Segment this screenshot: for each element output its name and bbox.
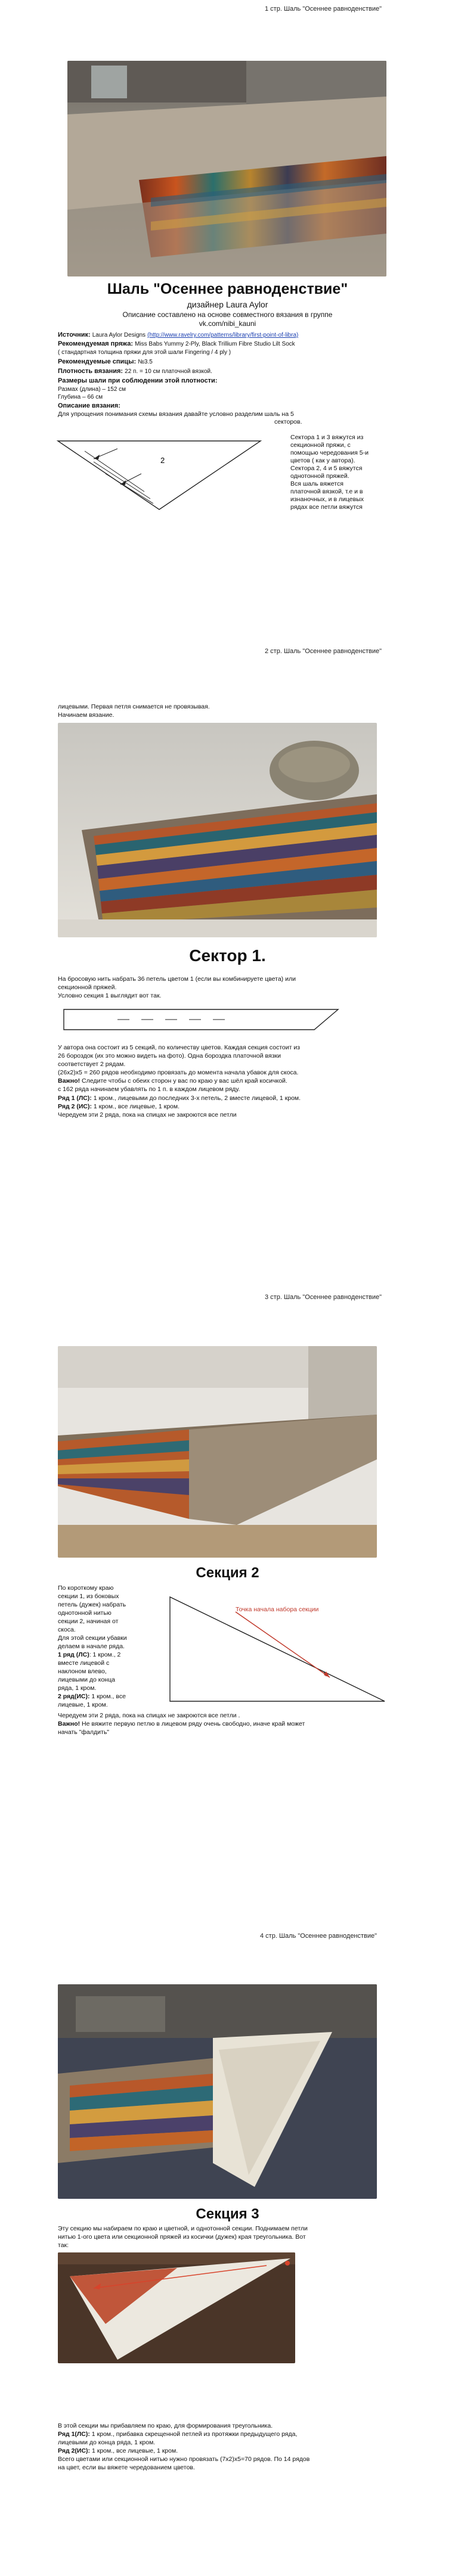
instruction-line: лицевыми до конца [58,1676,115,1683]
sector-note-line: Сектора 1 и 3 вяжутся из [290,434,364,441]
sector-note-line: Сектора 2, 4 и 5 вяжутся [290,465,363,472]
sector-diagram [58,426,273,515]
desc-text: Для упрощения понимания схемы вязания давайте условно разделим шаль на 5 [58,411,294,418]
row-1-line [58,1651,159,1659]
size-width: Размах (длина) – 152 см [58,386,126,393]
page-header: 2 стр. Шаль "Осеннее равноденствие" [265,648,382,655]
warning-line [58,1720,305,1728]
row-1 [58,1095,301,1102]
needles-value: №3.5 [138,359,153,365]
instruction-line: петель (дужек) набрать [58,1601,126,1608]
instruction-line: секции 1, из боковых [58,1593,119,1600]
page-2 [0,644,455,1287]
sector-note [290,434,369,511]
sector-note-line: платочной вязкой, т.е и в [290,488,363,495]
q5: с 162 ряда начинаем убавлять по 1 п. в каждом лицевом ряду. [58,1086,240,1093]
q3: соответствует 2 рядам. [58,1061,126,1068]
designer-text: дизайнер Laura Aylor [187,300,268,309]
document-title: Шаль "Осеннее равноденствие" [107,281,348,297]
row-2 [58,1103,179,1111]
section-2-instructions [58,1584,159,1709]
p1: Эту секцию мы набираем по краю и цветной, и однотонной секции. Поднимаем петли [58,2225,308,2232]
desc-label: Описание вязания: [58,402,120,409]
row-2 [58,2447,178,2455]
gauge-value: 22 п. = 10 см платочной вязкой. [125,368,212,375]
p2: секционной пряжей. [58,984,117,991]
source-line [58,331,439,339]
row-1-text: 1 кром., прибавка скрещенной петлей из протяжки предыдущего ряда, [89,2431,298,2438]
sector-note-line: секционной пряжи, с [290,442,351,449]
instruction-line: секции 2, начиная от [58,1618,119,1625]
warning-text: Не вяжите первую петлю в лицевом ряду очень свободно, иначе край может [82,1720,305,1727]
instruction-line: По короткому краю [58,1584,114,1592]
designer-line [0,300,455,309]
instruction-line: однотонной нитью [58,1609,112,1617]
source-label: Источник: [58,331,91,338]
section-1-diagram [58,1008,344,1032]
continuation-line-2: Начинаем вязание. [58,711,114,719]
yarn-label: Рекомендуемая пряжа: [58,340,134,347]
instruction-line: Для этой секции убавки [58,1635,127,1642]
sector-note-line: цветов ( как у автора). [290,457,355,464]
warning-label: Важно! [58,1077,81,1085]
sector-note-line: изнаночных, и в лицевых [290,496,364,503]
desc-text-2: секторов. [274,418,302,425]
section-heading: Сектор 1. [189,946,266,965]
sector-note-line: рядах все петли вяжутся [290,504,363,511]
instruction-line: лицевые, 1 кром. [58,1701,108,1708]
p3: так: [58,2242,69,2249]
size-depth: Глубина – 66 см [58,394,103,400]
section-heading: Секция 2 [196,1565,259,1581]
p1: На бросовую нить набрать 36 петель цветом 1 (если вы комбинируете цвета) или [58,975,296,983]
page-3 [0,1287,455,1931]
repeat-line: Чередуем эти 2 ряда, пока на спицах не закроются все петли [58,1111,237,1118]
page-4 [0,1931,455,2576]
shawl-photo-3 [58,1346,377,1558]
gauge-label: Плотность вязания: [58,368,123,375]
instruction-line: ряда, 1 кром. [58,1685,97,1692]
needles-line [58,358,153,366]
instruction-line: делаем в начале ряда. [58,1643,125,1650]
shawl-photo-2 [58,723,377,937]
s2: Всего цветами или секционной нитью нужно провязать (7x2)x5=70 рядов. По 14 рядов [58,2456,310,2463]
note-line-2: vk.com/nibi_kauni [199,319,256,328]
continuation-line-1: лицевыми. Первая петля снимается не провязывая. [58,703,210,710]
page-header: 3 стр. Шаль "Осеннее равноденствие" [265,1294,382,1301]
warning-line-2: начать "фалдить" [58,1729,110,1736]
section-3-photo [58,2252,295,2363]
row-1-label: Ряд 1(ЛС): [58,2431,90,2438]
row-1-label: Ряд 1 (ЛС): [58,1095,92,1102]
warning-line [58,1077,287,1085]
row-2-text: 1 кром., все лицевые, 1 кром. [91,1103,180,1110]
row-2-label: Ряд 2 (ИС): [58,1103,92,1110]
p2: нитью 1-ого цвета или секционной пряжей из косички (дужек) края треугольника. Вот [58,2233,306,2241]
row-2-label: 2 ряд(ИС): [58,1693,90,1700]
yarn-line [58,340,439,348]
q1: У автора она состоит из 5 секций, по количеству цветов. Каждая секция состоит из [58,1044,301,1051]
s3: на цвет, если вы вяжете чередованием цветов. [58,2464,195,2471]
instruction-line: вместе лицевой с [58,1660,110,1667]
row-2-text: 1 кром., все [89,1693,126,1700]
p3: Условно секция 1 выглядит вот так. [58,992,162,999]
row-1 [58,2431,297,2438]
row-2-text: 1 кром., все лицевые, 1 кром. [90,2447,178,2454]
page-header: 4 стр. Шаль "Осеннее равноденствие" [260,1932,377,1940]
instruction-line: скоса. [58,1626,76,1633]
page-header: 1 стр. Шаль "Осеннее равноденствие" [265,5,382,13]
source-link[interactable]: (http://www.ravelry.com/patterns/library/first-point-of-libra) [147,332,299,338]
row-1-text: : 1 кром., 2 [89,1651,121,1658]
row-2-line [58,1692,159,1701]
q2: 26 бороздок (их это можно видеть на фото). Одна бороздка платочной вязки [58,1052,281,1059]
needles-label: Рекомендуемые спицы: [58,358,137,365]
row-1-label: 1 ряд (ЛС) [58,1651,89,1658]
sector-note-line: однотонной пряжей. [290,473,349,480]
warning-label: Важно! [58,1720,81,1727]
shawl-photo-1 [67,61,386,276]
note-line-1: Описание составлено на основе совместного вязания в группе [122,310,333,319]
diagram-number: 2 [160,456,165,465]
page-1 [0,0,455,644]
yarn-value: Miss Babs Yummy 2-Ply, Black Trillium Fibre Studio Lilt Sock [135,341,295,347]
size-label: Размеры шали при соблюдении этой плотности: [58,377,218,384]
instruction-line: наклоном влево, [58,1668,107,1675]
source-value: Laura Aylor Designs [92,332,146,338]
sector-note-line: помощью чередования 5-и [290,449,369,456]
sector-note-line: Вся шаль вяжется [290,480,343,487]
row-1-cont: лицевыми до конца ряда, 1 кром. [58,2439,156,2446]
q4: (26х2)х5 = 260 рядов необходимо провязать до момента начала убавок для скоса. [58,1069,299,1076]
s1: В этой секции мы прибавляем по краю, для формирования треугольника. [58,2422,273,2429]
row-1-text: 1 кром., лицевыми до последних 3-х петель, 2 вместе лицевой, 1 кром. [91,1095,301,1102]
warning-text: Следите чтобы с обеих сторон у вас по краю у вас шёл край косичкой. [80,1077,287,1085]
diagram-label: Точка начала набора секции [236,1606,319,1613]
section-heading: Секция 3 [196,2206,259,2222]
gauge-line [58,368,212,375]
repeat-line: Чередуем эти 2 ряда, пока на спицах не закроются все петли . [58,1712,240,1719]
shawl-photo-4 [58,1984,377,2199]
row-2-label: Ряд 2(ИС): [58,2447,91,2454]
yarn-line-2: ( стандартная толщина пряжи для этой шали Fingering / 4 ply ) [58,349,231,356]
